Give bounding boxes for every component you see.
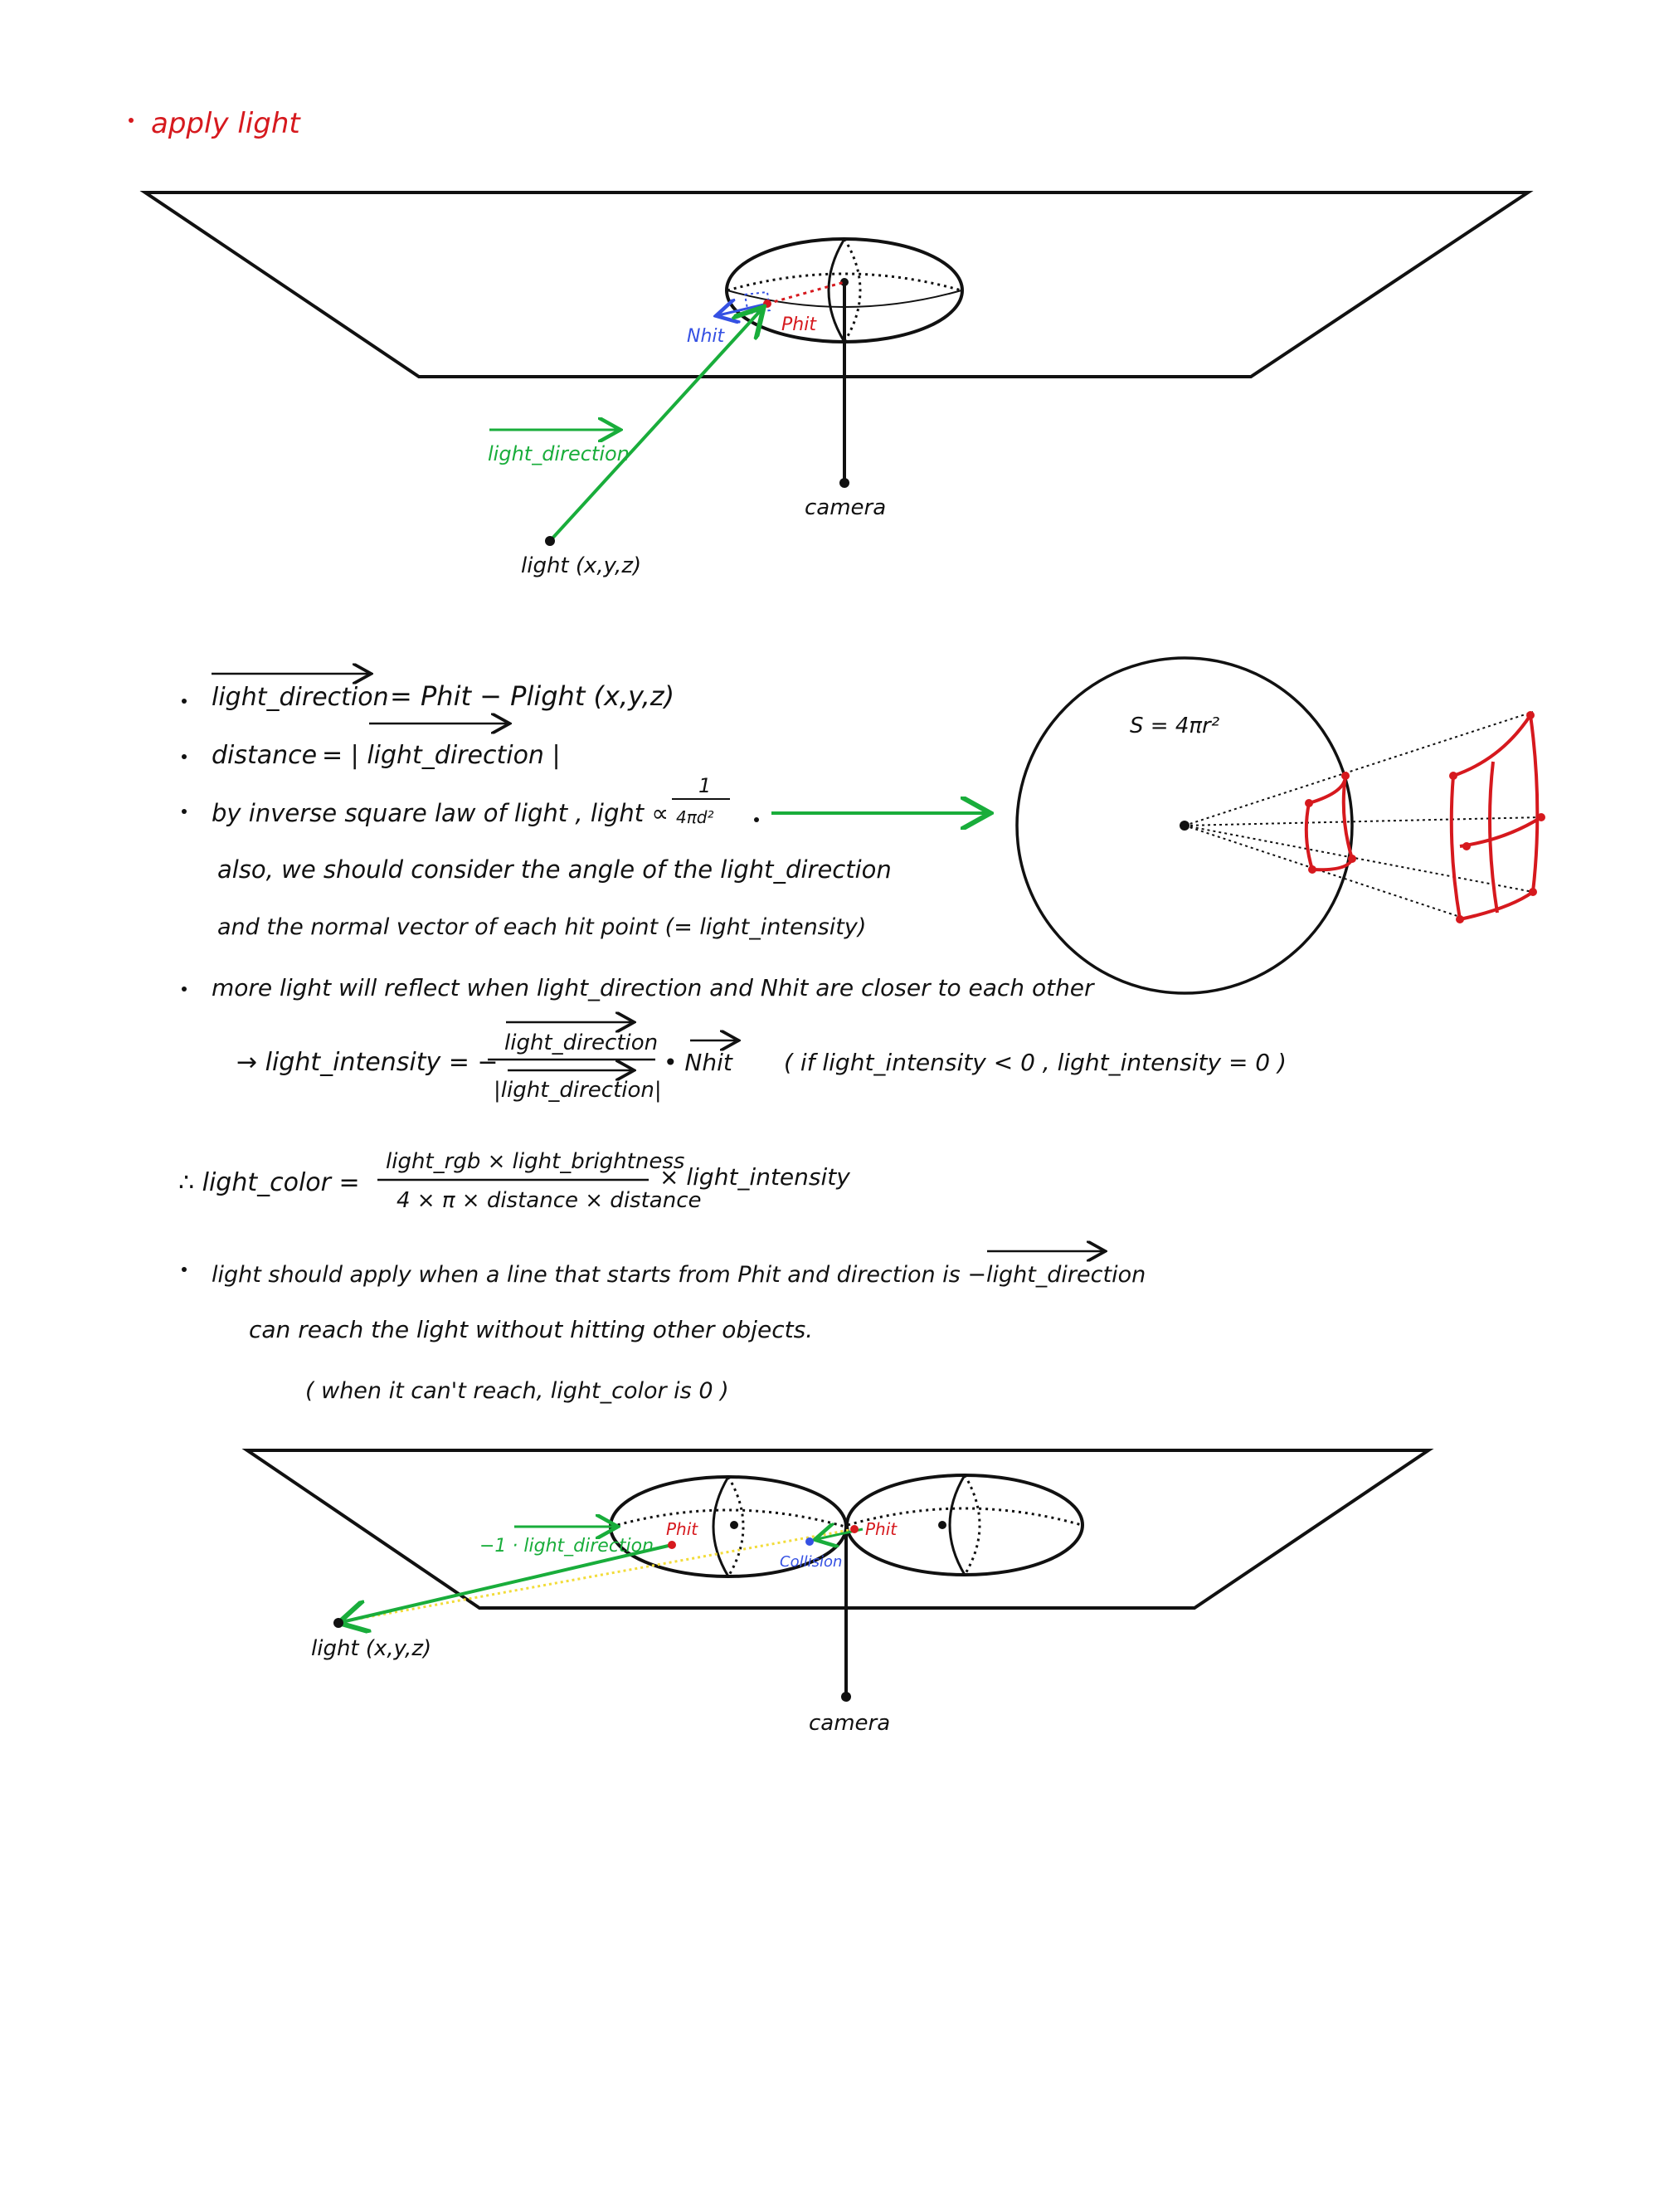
also-line-1: also, we should consider the angle of the light_direction	[217, 855, 892, 884]
inverse-square-diagram	[1017, 658, 1545, 993]
intensity-left: → light_intensity = −	[236, 1048, 499, 1077]
title-section	[129, 107, 301, 140]
color-denominator: 4 × π × distance × distance	[397, 1188, 702, 1213]
note-bullet-5	[182, 1267, 187, 1272]
more-light-text: more light will reflect when light_direction and Nhit are closer to each other	[212, 974, 1094, 1001]
light-direction-arrow	[550, 309, 761, 541]
color-numerator: light_rgb × light_brightness	[386, 1149, 685, 1174]
camera-point-2	[841, 1692, 851, 1702]
camera-label-2: camera	[809, 1711, 891, 1736]
sphere-area-formula: S = 4πr²	[1130, 714, 1220, 738]
neg-light-direction-label: −1 · light_direction	[479, 1536, 654, 1557]
note-bullet-3	[182, 809, 187, 814]
note-bullet-4	[182, 987, 187, 992]
collision-point	[805, 1537, 814, 1546]
also-line-2: and the normal vector of each hit point (= light_intensity)	[217, 914, 867, 940]
color-right: × light_intensity	[659, 1163, 850, 1191]
light-label-2: light (x,y,z)	[311, 1636, 432, 1661]
inverse-square-text: by inverse square law of light , light ∝	[212, 799, 669, 827]
light-label: light (x,y,z)	[521, 553, 642, 578]
large-patch-points	[1449, 711, 1545, 923]
collision-label: Collision	[780, 1553, 843, 1571]
right-p-hit-point	[850, 1525, 859, 1533]
color-left: ∴ light_color =	[178, 1168, 360, 1197]
n-hit-label: Nhit	[687, 326, 725, 347]
distance-left: distance	[212, 741, 318, 770]
left-p-hit-point	[668, 1541, 676, 1549]
radius-line	[767, 282, 844, 304]
camera-label: camera	[805, 495, 887, 520]
intensity-numerator: light_direction	[504, 1030, 659, 1055]
eq1-left: light_direction	[212, 683, 389, 712]
intensity-condition: ( if light_intensity < 0 , light_intensity = 0 )	[784, 1049, 1287, 1076]
inverse-square-numerator: 1	[698, 774, 712, 797]
intensity-denominator: |light_direction|	[494, 1078, 662, 1103]
cone-ray-1	[1185, 712, 1533, 826]
right-p-hit-label: Phit	[865, 1519, 898, 1539]
note-bullet-1	[182, 699, 187, 704]
light-direction-label: light_direction	[488, 442, 630, 465]
inverse-square-denominator: 4πd²	[676, 807, 714, 827]
intensity-dot-n-hit: • Nhit	[664, 1049, 732, 1076]
screen-plane	[145, 192, 1528, 377]
light-source	[545, 536, 555, 546]
eq1-right: = Phit − Plight (x,y,z)	[390, 680, 675, 712]
title-bullet	[129, 118, 134, 123]
cone-ray-3	[1185, 826, 1533, 892]
apply-line-3: ( when it can't reach, light_color is 0 )	[305, 1378, 729, 1404]
note-bullet-2	[182, 754, 187, 759]
apply-line-1: light should apply when a line that starts from Phit and direction is −light_direction	[212, 1262, 1146, 1288]
diagram-2-scene	[247, 1450, 1428, 1736]
left-p-hit-label: Phit	[666, 1519, 698, 1539]
p-hit-point	[763, 300, 771, 308]
diagram-1-scene	[145, 192, 1528, 578]
light-source-2	[333, 1618, 343, 1628]
screen-plane-2	[247, 1450, 1428, 1608]
p-hit-label: Phit	[781, 314, 816, 335]
apply-line-2: can reach the light without hitting other objects.	[249, 1316, 814, 1343]
distance-right: = | light_direction |	[322, 741, 561, 770]
camera-point	[839, 478, 849, 488]
notes-section	[178, 674, 1287, 1404]
inverse-square-period	[754, 817, 759, 822]
cone-ray-2	[1185, 817, 1541, 826]
title-text: apply light	[151, 107, 300, 140]
